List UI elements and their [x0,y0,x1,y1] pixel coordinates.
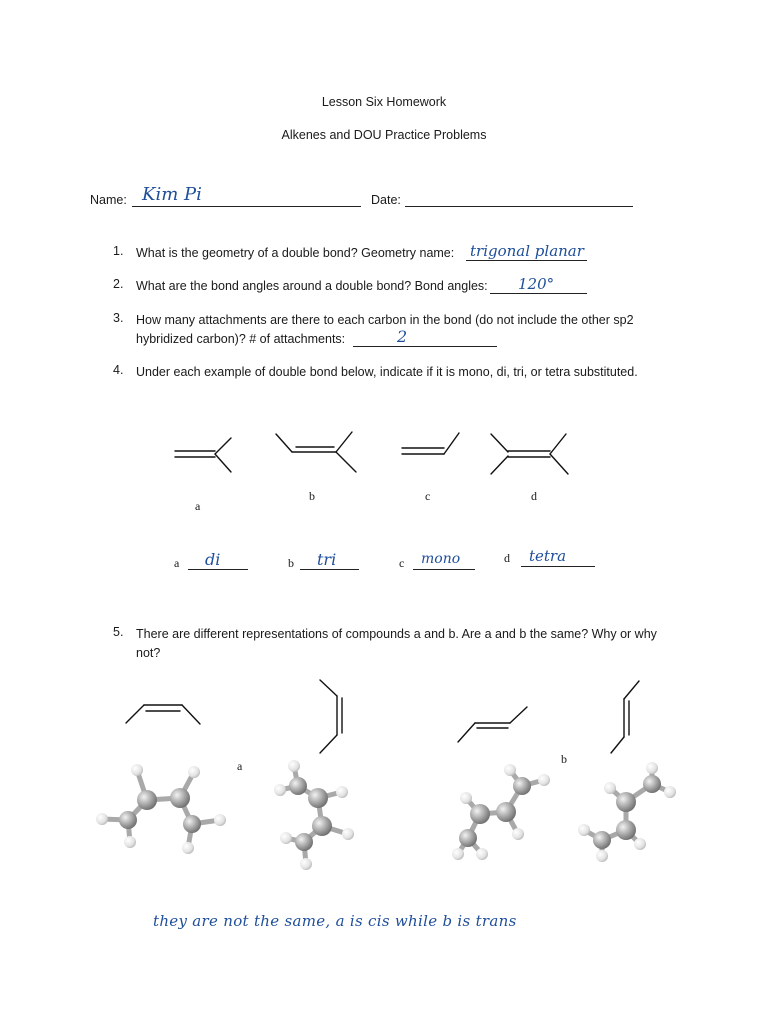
name-label: Name: [90,193,127,207]
compound-b-label: b [561,752,567,766]
q3-answer[interactable]: 2 [397,327,408,346]
q1-number: 1. [113,244,124,258]
answer-label-b: b [288,556,294,570]
answer-d[interactable]: tetra [529,547,567,565]
answer-line-b [300,569,359,570]
q3-number: 3. [113,311,124,325]
compound-a-skeletal-vertical [312,676,362,756]
answer-line-d [521,566,595,567]
name-field[interactable]: Kim Pi [142,184,202,205]
compound-a-ball-stick-1 [92,762,232,862]
alkene-structure-a [170,430,240,490]
q1-answer-line [466,260,587,261]
structure-label-c: c [425,489,431,503]
q2-number: 2. [113,277,124,291]
structure-label-d: d [531,489,537,503]
compound-b-ball-stick-2 [574,762,684,862]
page-title: Lesson Six Homework [321,95,447,109]
alkene-structure-b [270,428,365,488]
q3-answer-line [353,346,497,347]
alkene-structure-d [486,428,576,488]
compound-b-skeletal-vertical [606,677,656,757]
q5-number: 5. [113,625,124,639]
answer-label-c: c [399,556,405,570]
q1-answer[interactable]: trigonal planar [470,242,584,260]
q2-answer[interactable]: 120° [518,275,555,293]
q5-text-line1: There are different representations of compounds a and b. Are a and b the same? Why or why [136,627,657,641]
answer-label-d: d [504,551,510,565]
alkene-structure-c [397,428,467,468]
structure-label-b: b [309,489,315,503]
answer-line-a [188,569,248,570]
answer-b[interactable]: tri [317,550,337,569]
compound-b-skeletal-horizontal [453,705,533,745]
q1-text: What is the geometry of a double bond? Geometry name: [136,246,455,260]
q4-number: 4. [113,363,124,377]
q3-text-line1: How many attachments are there to each carbon in the bond (do not include the other sp2 [136,313,634,327]
date-field-line [405,206,633,207]
answer-line-c [413,569,475,570]
compound-b-ball-stick-1 [452,762,562,862]
name-field-line [132,206,361,207]
page-subtitle: Alkenes and DOU Practice Problems [281,128,487,142]
compound-a-ball-stick-2 [272,758,362,873]
compound-a-skeletal-horizontal [120,697,210,737]
q4-text: Under each example of double bond below, indicate if it is mono, di, tri, or tetra substituted. [136,365,638,379]
date-label: Date: [371,193,401,207]
answer-c[interactable]: mono [421,551,461,567]
q5-text-line2: not? [136,646,161,660]
q2-answer-line [490,293,587,294]
compound-a-label: a [237,759,243,773]
q5-answer[interactable]: they are not the same, a is cis while b is trans [153,912,517,930]
q3-text-line2: hybridized carbon)? # of attachments: [136,332,346,346]
answer-a[interactable]: di [205,550,221,569]
answer-label-a: a [174,556,180,570]
q2-text: What are the bond angles around a double bond? Bond angles: [136,279,488,293]
structure-label-a: a [195,499,201,513]
